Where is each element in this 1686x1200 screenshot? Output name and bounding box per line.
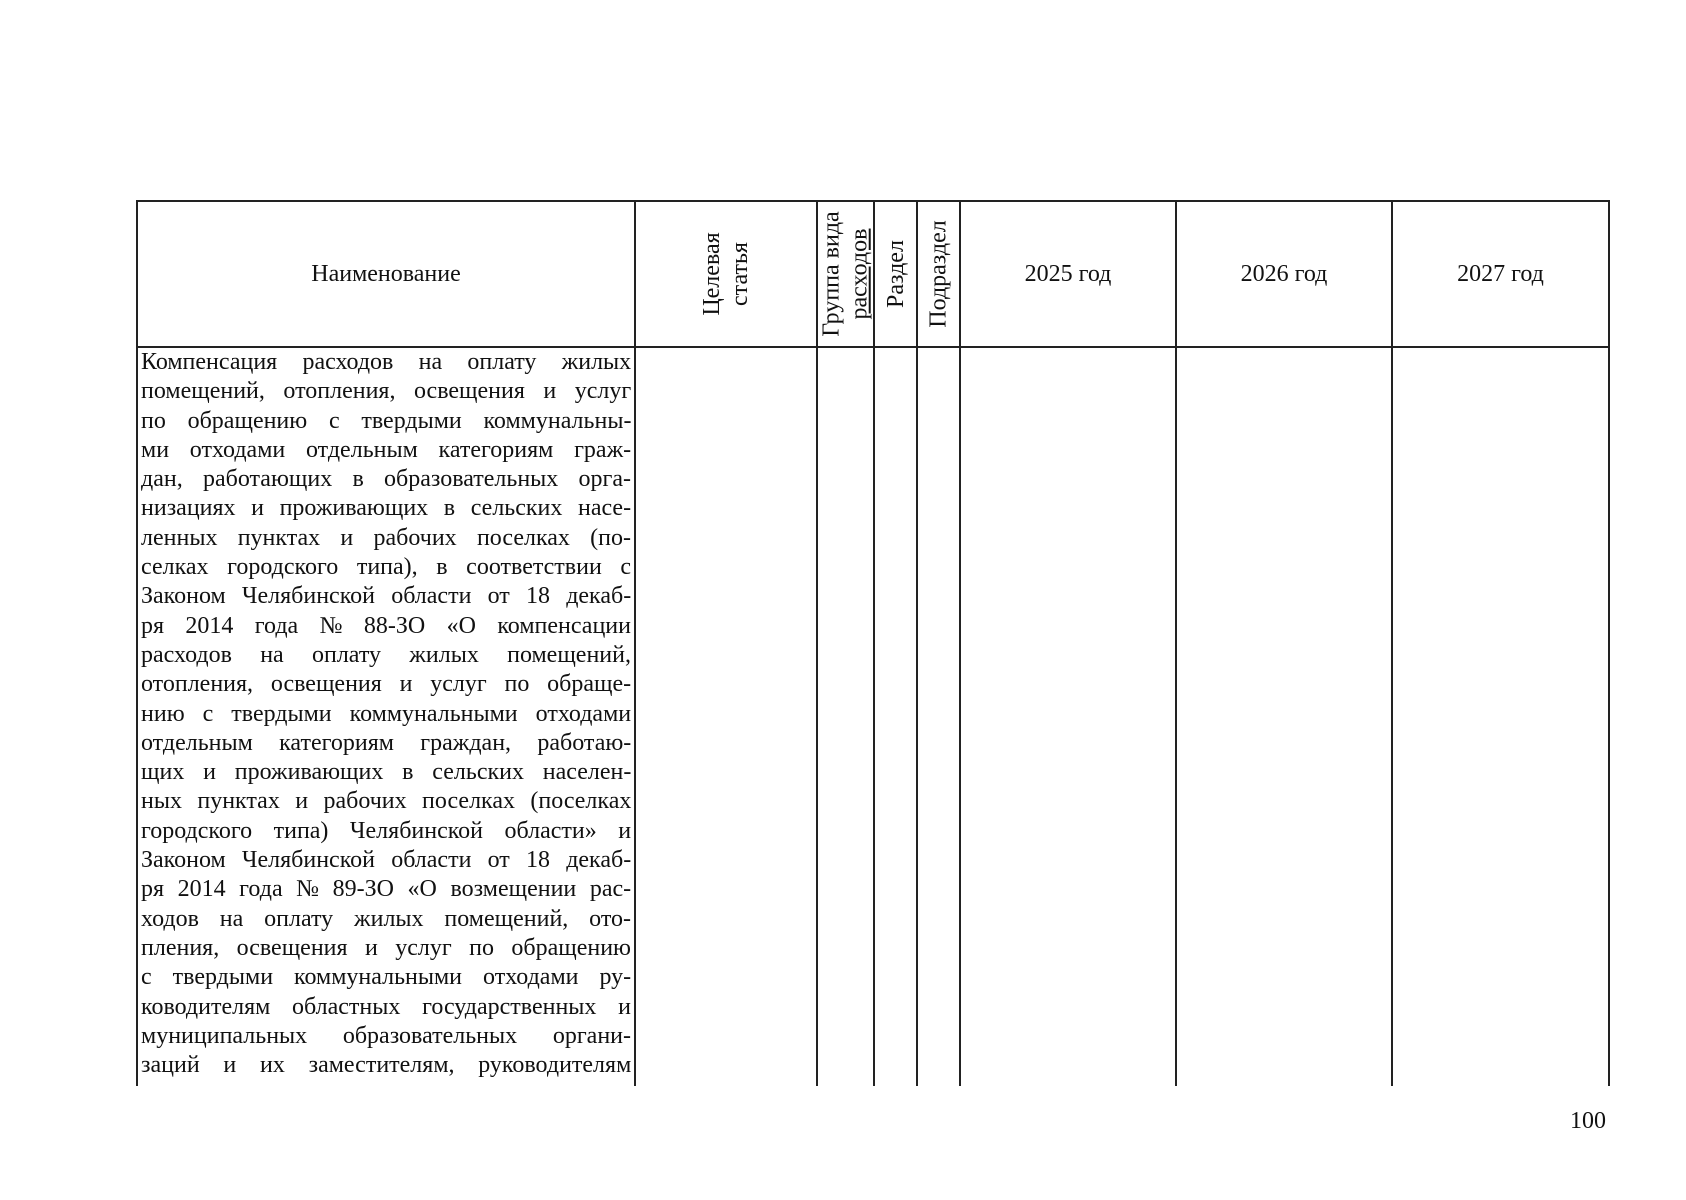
header-year-2025 [961, 202, 1175, 346]
page-number: 100 [1570, 1108, 1606, 1134]
header-year-2027 [1393, 202, 1608, 346]
header-subsection [918, 202, 959, 346]
row-name-line: ря 2014 года № 89-ЗО «О возмещении рас- [141, 876, 632, 903]
header-expense-group-label [818, 211, 874, 336]
header-section [875, 202, 916, 346]
header-section-label: Раздел [882, 240, 909, 308]
row-name-line: ря 2014 года № 88-ЗО «О компенсации [141, 612, 631, 639]
row-name-line: ходов на оплату жилых помещений, ото- [141, 905, 631, 932]
row-name-line: ленных пунктах и рабочих поселках (по- [141, 524, 631, 551]
row-name-line: ководителям областных государственных и [141, 993, 631, 1020]
header-subsection-label: Подраздел [925, 220, 952, 328]
row-name-line: Законом Челябинской области от 18 декаб- [141, 847, 632, 874]
row-name-line: щих и проживающих в сельских населен- [141, 759, 632, 786]
header-target-item [636, 202, 816, 346]
header-year-2027-label: 2027 год [1457, 260, 1544, 287]
header-name [138, 202, 634, 346]
header-year-2026-label: 2026 год [1240, 260, 1328, 287]
row-name-line: низациях и проживающих в сельских насе- [141, 495, 632, 522]
header-year-2026 [1177, 202, 1391, 346]
header-expense-group-line2: расходов [846, 228, 873, 320]
row-name-line: Компенсация расходов на оплату жилых [141, 349, 632, 375]
row-name-line: селках городского типа), в соответствии с [141, 554, 632, 581]
row-name-line: городского типа) Челябинской области» и [141, 817, 632, 844]
row-name-line: с твердыми коммунальными отходами ру- [141, 964, 632, 991]
row-name-line: отдельным категориям граждан, работаю- [141, 729, 632, 756]
row-name-line: отопления, освещения и услуг по обраще- [141, 671, 632, 698]
row-name-line: заций и их заместителям, руководителям [141, 1052, 632, 1079]
row-name-line: ных пунктах и рабочих поселках (поселках [141, 788, 632, 815]
header-target-item-label: Целевая статья [699, 232, 753, 316]
col-border-right [1608, 200, 1610, 1086]
row-name-line: по обращению с твердыми коммунальны- [141, 407, 632, 434]
header-expense-group [818, 202, 873, 346]
row-name-line: Законом Челябинской области от 18 декаб- [141, 583, 632, 610]
row-name-cell [141, 348, 631, 1080]
row-name-line: пления, освещения и услуг по обращению [141, 934, 631, 961]
header-name-label: Наименование [311, 260, 461, 287]
row-name-line: муниципальных образовательных органи- [141, 1022, 631, 1049]
header-expense-group-line1: Группа вида [818, 211, 845, 337]
row-name-line: помещений, отопления, освещения и услуг [141, 378, 632, 405]
row-name-line: нию с твердыми коммунальными отходами [141, 700, 632, 727]
row-name-line: дан, работающих в образовательных орга- [141, 466, 632, 493]
header-year-2025-label: 2025 год [1024, 260, 1112, 287]
row-name-line: расходов на оплату жилых помещений, [141, 641, 631, 668]
row-name-line: ми отходами отдельным категориям граж- [141, 436, 632, 463]
